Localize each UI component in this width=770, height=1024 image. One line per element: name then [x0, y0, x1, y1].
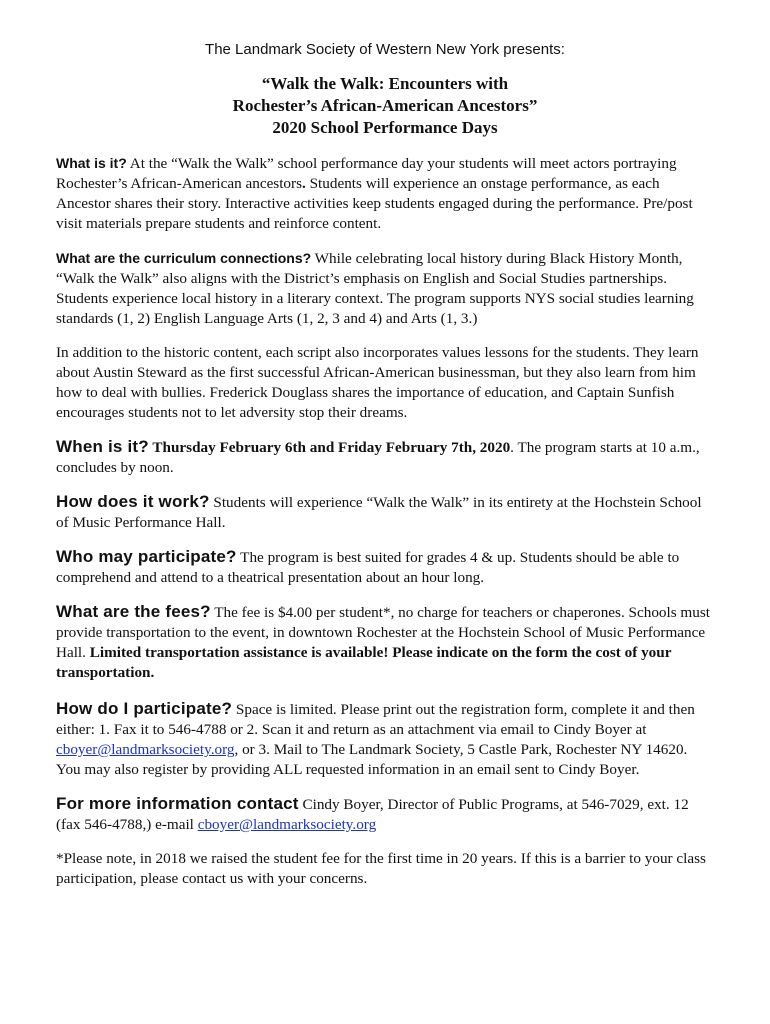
who-text: The program is best suited for grades 4 & up. Students should be able to comprehend and attend to a theatrical presentation about an hour long. — [56, 549, 680, 586]
what-is-it-text-b: Students will experience an onstage performance, as each Ancestor shares their story. Interactive activities keep students engaged during the performance. Pre/post visit materials prepare students and reinforce content. — [56, 175, 693, 232]
contact-section — [56, 794, 714, 835]
presenter-line: The Landmark Society of Western New York presents: — [205, 41, 565, 58]
when-heading: When is it? — [56, 437, 149, 456]
participate-section — [56, 699, 714, 780]
registration-email-link[interactable]: cboyer@landmarksociety.org — [56, 741, 235, 758]
event-dates: Thursday February 6th and Friday February 7th, 2020 — [148, 439, 511, 456]
fee-footnote: *Please note, in 2018 we raised the student fee for the first time in 20 years. If this is a barrier to your class participation, please contact us with your concerns. — [56, 850, 706, 887]
title-line-1: “Walk the Walk: Encounters with — [261, 74, 509, 93]
curriculum-text: While celebrating local history during Black History Month, “Walk the Walk” also aligns with the District’s emphasis on English and Social Studies partnerships. Students experience local history in a literary context. The program supports NYS social studies learning standards (1, 2) English Language Arts (1, 2, 3 and 4) and Arts (1, 3.) — [56, 250, 694, 327]
contact-email-link[interactable]: cboyer@landmarksociety.org — [197, 816, 377, 833]
when-section — [56, 437, 714, 478]
when-text: . The program starts at 10 a.m., concludes by noon. — [56, 439, 700, 476]
what-is-it-section — [56, 153, 714, 234]
title-line-2: Rochester’s African-American Ancestors” — [232, 96, 538, 115]
what-is-it-heading: What is it? — [56, 155, 127, 171]
contact-heading: For more information contact — [56, 794, 299, 813]
how-work-heading: How does it work? — [56, 492, 210, 511]
title-line-3: 2020 School Performance Days — [272, 118, 498, 137]
how-work-text: Students will experience “Walk the Walk” in its entirety at the Hochstein School of Music Performance Hall. — [56, 494, 702, 531]
transport-assistance-note: Limited transportation assistance is available! Please indicate on the form the cost of your transportation. — [56, 644, 672, 681]
how-work-section — [56, 492, 714, 533]
what-is-it-period: . — [302, 175, 306, 192]
event-title — [56, 73, 714, 139]
participate-text-a: Space is limited. Please print out the registration form, complete it and then either: 1. Fax it to 546-4788 or 2. Scan it and return as an attachment via email to Cindy Boyer at — [56, 701, 695, 738]
participate-text-b: , or 3. Mail to The Landmark Society, 5 Castle Park, Rochester NY 14620. You may also register by providing ALL requested information in an email sent to Cindy Boyer. — [56, 741, 688, 778]
who-heading: Who may participate? — [56, 547, 237, 566]
curriculum-heading: What are the curriculum connections? — [56, 250, 312, 266]
fees-section — [56, 602, 714, 683]
what-is-it-text-a: At the “Walk the Walk” school performance day your students will meet actors portraying Rochester’s African-American ancestors — [56, 155, 677, 192]
participate-heading: How do I participate? — [56, 699, 233, 718]
contact-text: Cindy Boyer, Director of Public Programs, at 546-7029, ext. 12 (fax 546-4788,) e-mail — [56, 796, 689, 833]
fees-text: The fee is $4.00 per student*, no charge for teachers or chaperones. Schools must provide transportation to the event, in downtown Rochester at the Hochstein School of Music Performance Hall. — [56, 604, 710, 661]
fees-heading: What are the fees? — [56, 602, 211, 621]
who-section — [56, 547, 714, 588]
values-section: In addition to the historic content, each script also incorporates values lessons for the students. They learn about Austin Steward as the first successful African-American businessman, but they also learn from him how to deal with bullies. Frederick Douglass shares the importance of education, and Captain Sunfish encourages students not to let adversity stop their dreams. — [56, 344, 699, 421]
curriculum-section — [56, 248, 714, 329]
